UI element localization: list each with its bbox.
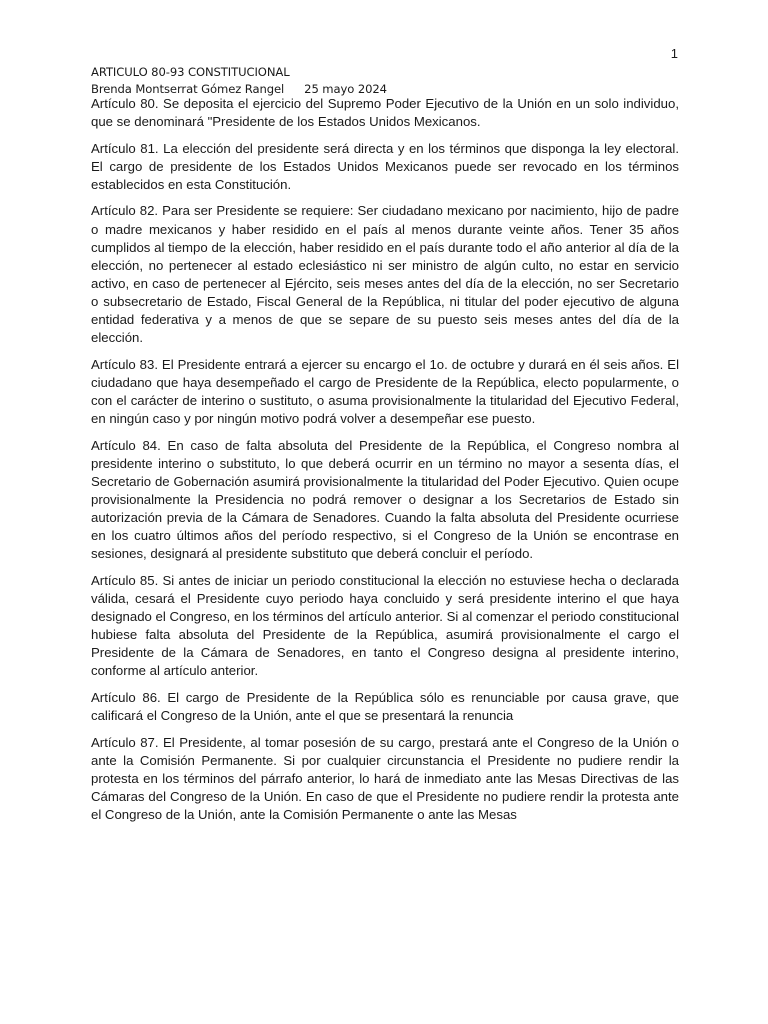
article-85-paragraph: Artículo 85. Si antes de iniciar un periodo constitucional la elección no estuviese hecha o declarada válida, cesará el Presidente cuyo periodo haya concluido y será presidente interino el que haya designado el Congreso, en los términos del artículo anterior. Si al comenzar el periodo constitucional hubiese falta absoluta del Presidente de la República, asumirá provisionalmente el cargo el Presidente de la Cámara de Senadores, en tanto el Congreso designa al presidente interino, conforme al artículo anterior. bbox=[91, 572, 679, 679]
page-number: 1 bbox=[670, 46, 678, 61]
document-header bbox=[91, 64, 681, 98]
document-date: 25 mayo 2024 bbox=[304, 82, 387, 96]
article-82-paragraph: Artículo 82. Para ser Presidente se requiere: Ser ciudadano mexicano por nacimiento, hijo de padre o madre mexicanos y haber residido en el país al menos durante veinte años. Tener 35 años cumplidos al tiempo de la elección, haber residido en el país durante todo el año anterior al día de la elección, no pertenecer al estado eclesiástico ni ser ministro de algún culto, no estar en servicio activo, en caso de pertenecer al Ejército, seis meses antes del día de la elección, no ser Secretario o subsecretario de Estado, Fiscal General de la República, ni titular del poder ejecutivo de alguna entidad federativa y a menos de que se separe de su puesto seis meses antes del día de la elección. bbox=[91, 203, 679, 346]
article-84-paragraph: Artículo 84. En caso de falta absoluta del Presidente de la República, el Congreso nombra al presidente interino o substituto, lo que deberá ocurrir en un término no mayor a sesenta días, el Secretario de Gobernación asumirá provisionalmente la titularidad del Poder Ejecutivo. Quien ocupe provisionalmente la Presidencia no podrá remover o designar a los Secretarios de Estado sin autorización previa de la Cámara de Senadores. Cuando la falta absoluta del Presidente ocurriese en los cuatro últimos años del período respectivo, si el Congreso de la Unión se encontrase en sesiones, designará al presidente substituto que deberá concluir el período. bbox=[91, 437, 679, 562]
document-body bbox=[91, 95, 679, 832]
article-80-paragraph: Artículo 80. Se deposita el ejercicio del Supremo Poder Ejecutivo de la Unión en un solo individuo, que se denominará "Presidente de los Estados Unidos Mexicanos. bbox=[91, 96, 679, 130]
document-title: ARTICULO 80-93 CONSTITUCIONAL bbox=[91, 65, 290, 79]
article-81-paragraph: Artículo 81. La elección del presidente será directa y en los términos que disponga la ley electoral. El cargo de presidente de los Estados Unidos Mexicanos puede ser revocado en los términos establecidos en esta Constitución. bbox=[91, 140, 679, 192]
article-86-paragraph: Artículo 86. El cargo de Presidente de la República sólo es renunciable por causa grave, que calificará el Congreso de la Unión, ante el que se presentará la renuncia bbox=[91, 689, 679, 723]
author-name: Brenda Montserrat Gómez Rangel bbox=[91, 82, 285, 96]
article-87-paragraph: Artículo 87. El Presidente, al tomar posesión de su cargo, prestará ante el Congreso de la Unión o ante la Comisión Permanente. Si por cualquier circunstancia el Presidente no pudiere rendir la protesta en los términos del párrafo anterior, lo hará de inmediato ante las Mesas Directivas de las Cámaras del Congreso de la Unión. En caso de que el Presidente no pudiere rendir la protesta ante el Congreso de la Unión, ante la Comisión Permanente o ante las Mesas bbox=[91, 734, 679, 822]
article-83-paragraph: Artículo 83. El Presidente entrará a ejercer su encargo el 1o. de octubre y durará en él seis años. El ciudadano que haya desempeñado el cargo de Presidente de la República, electo popularmente, o con el carácter de interino o sustituto, o asuma provisionalmente la titularidad del Ejecutivo Federal, en ningún caso y por ningún motivo podrá volver a desempeñar ese puesto. bbox=[91, 356, 679, 426]
